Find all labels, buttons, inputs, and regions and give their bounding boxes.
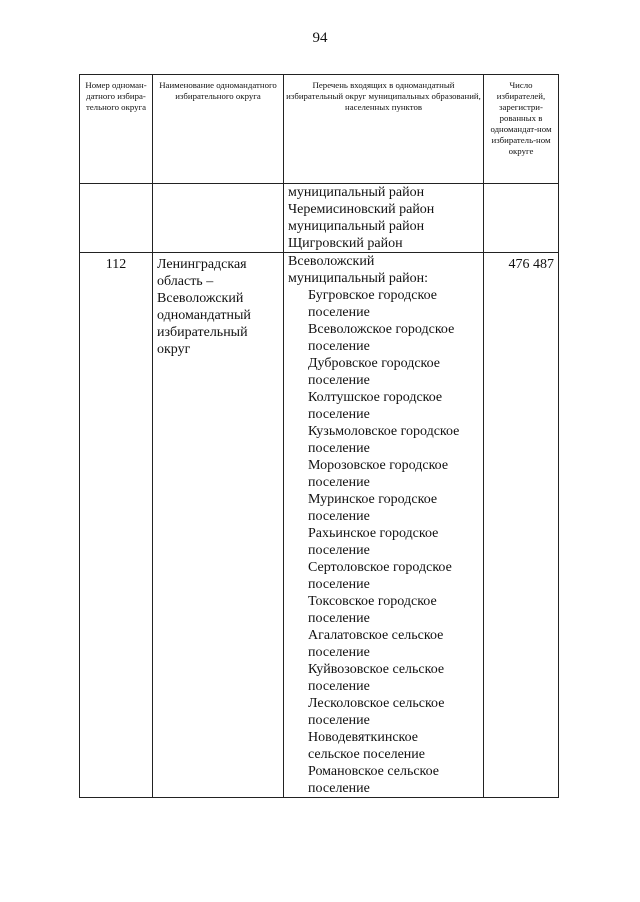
settlement-line: поселение [308, 407, 370, 422]
settlement-line: Куйвозовское сельское [308, 662, 445, 677]
settlements-list: Всеволожский муниципальный район: Бугровское городское поселение Всеволожское городское поселение Дубровское городское поселение Колтушское городское поселение Кузьмоловское городское поселение Морозовское городское поселение Муринское городское поселение Рахьинское городское поселение Сертоловское городское поселение Токсовское городское поселение Агалатовское сельское поселение Куйвозовское сельское поселение Лесколовское сельское поселение Новодевяткинское сельское поселение Романовское сельское поселение [284, 253, 484, 798]
settlement-line: поселение [308, 611, 370, 626]
header-number: Номер одноман-датного избира-тельного округа [80, 75, 153, 184]
settlement-line: Муринское городское [308, 492, 438, 507]
settlement-line: Токсовское городское [308, 594, 437, 609]
page-number: 94 [312, 30, 328, 46]
header-voters: Число избирателей, зарегистри-рованных в одномандат-ном избиратель-ном округе [484, 75, 559, 184]
settlement-line: поселение [308, 305, 370, 320]
settlement-line: Кузьмоловское городское [308, 424, 460, 439]
settlement-line: Романовское сельское [308, 764, 440, 779]
districts-table [79, 74, 559, 798]
settlement-line: Рахьинское городское [308, 526, 439, 541]
settlement-line: поселение [308, 543, 370, 558]
settlement-line: поселение [308, 645, 370, 660]
settlement-line: Морозовское городское [308, 458, 449, 473]
settlement-line: поселение [308, 441, 370, 456]
settlement-line: Лесколовское сельское [308, 696, 445, 711]
settlement-line: поселение [308, 339, 370, 354]
settlement-line: поселение [308, 679, 370, 694]
settlement-line: поселение [308, 713, 370, 728]
settlement-line: поселение [308, 475, 370, 490]
continuation-cell: муниципальный район Черемисиновский район муниципальный район Щигровский район [284, 184, 484, 253]
voters-count: 476 487 [484, 253, 559, 798]
header-name: Наименование одномандатного избирательного округа [153, 75, 284, 184]
settlement-line: поселение [308, 781, 370, 796]
settlement-line: сельское поселение [308, 747, 425, 762]
settlement-line: Колтушское городское [308, 390, 443, 405]
settlement-line: поселение [308, 373, 370, 388]
settlement-line: Сертоловское городское [308, 560, 452, 575]
header-list: Перечень входящих в одномандатный избирательный округ муниципальных образований, населенных пунктов [284, 75, 484, 184]
settlement-line: Агалатовское сельское [308, 628, 444, 643]
settlement-line: поселение [308, 577, 370, 592]
settlement-line: Дубровское городское [308, 356, 441, 371]
settlement-line: Бугровское городское [308, 288, 437, 303]
settlement-line: поселение [308, 509, 370, 524]
district-number: 112 [80, 253, 153, 798]
district-name: Ленинградская область – Всеволожский одномандатный избирательный округ [153, 253, 284, 798]
settlement-line: Всеволожское городское [308, 322, 455, 337]
settlement-line: Новодевяткинское [308, 730, 419, 745]
